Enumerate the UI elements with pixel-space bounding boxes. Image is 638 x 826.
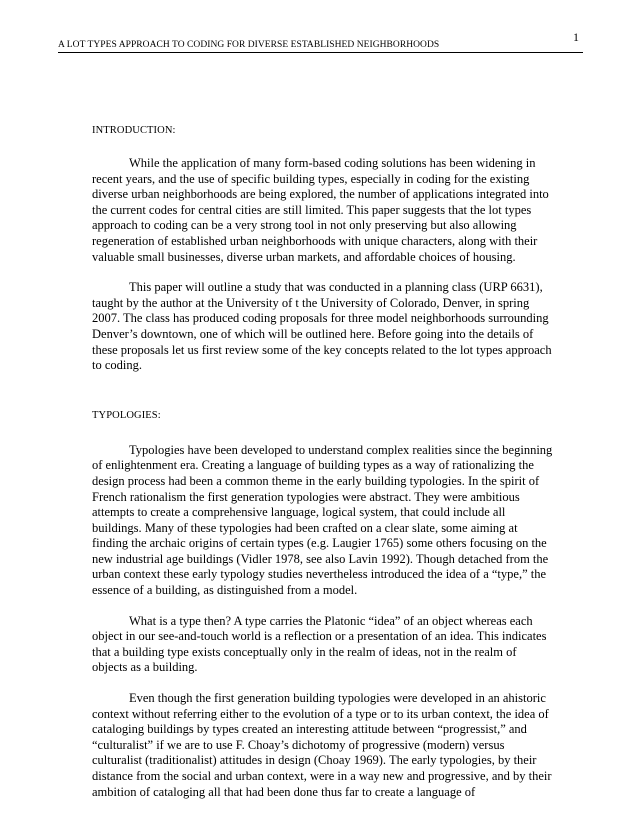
page-number: 1: [573, 30, 579, 44]
body-text: [92, 124, 554, 815]
running-header: A LOT TYPES APPROACH TO CODING FOR DIVERSE ESTABLISHED NEIGHBORHOODS: [58, 39, 583, 53]
section-introduction: [92, 124, 554, 374]
paragraph: While the application of many form-based coding solutions has been widening in recent years, and the use of specific building types, especially in coding for the existing diverse urban neighborhoods are being explored, the number of applications integrated into the current codes for central cities are still limited. This paper suggests that the lot types approach to coding can be a very strong tool in not only preserving but also allowing regeneration of established urban neighborhoods with unique characters, along with their valuable small businesses, diverse urban markets, and affordable choices of housing.: [92, 156, 549, 264]
section-heading: INTRODUCTION:: [92, 125, 176, 136]
section-heading: TYPOLOGIES:: [92, 409, 161, 421]
paragraph: Even though the first generation building typologies were developed in an ahistoric context without referring either to the evolution of a type or to its urban context, the idea of cataloging buildings by types created an interesting attitude between “progressist,” and “culturalist” if we are to use F. Choay’s dichotomy of progressive (modern) versus culturalist (traditionalist) attitudes in design (Choay 1969). The early typologies, by their distance from the social and urban context, were in a way new and progressive, and by their ambition of cataloging all that had been done thus far to create a language of: [92, 691, 552, 799]
paragraph: What is a type then? A type carries the Platonic “idea” of an object whereas each object in our see-and-touch world is a reflection or a presentation of an idea. This indicates that a building type exists conceptually only in the realm of ideas, not in the realm of objects as a building.: [92, 613, 547, 675]
paragraph: Typologies have been developed to understand complex realities since the beginning of enlightenment era. Creating a language of building types as a way of rationalizing the design process had been a common theme in the early building typologies. In the spirit of French rationalism the first generation typologies were abstract. They were ambitious attempts to create a comprehensive language, logical system, that could include all buildings. Many of these typologies had been crafted on a clear slate, some aiming at finding the archaic origins of certain types (e.g. Laugier 1765) some others focusing on the new industrial age buildings (Vidler 1978, see also Lavin 1992). Though detached from the urban context these early typology studies nevertheless introduced the idea of a “type,” the essence of a building, as distinguished from a model.: [92, 442, 553, 598]
paragraph: This paper will outline a study that was conducted in a planning class (URP 6631), taught by the author at the University of t the University of Colorado, Denver, in spring 2007. The class has produced coding proposals for three model neighborhoods surrounding Denver’s downtown, one of which will be outlined here. Before going into the details of these proposals let us first review some of the key concepts related to the lot types approach to coding.: [92, 280, 552, 373]
section-typologies: [92, 409, 554, 800]
